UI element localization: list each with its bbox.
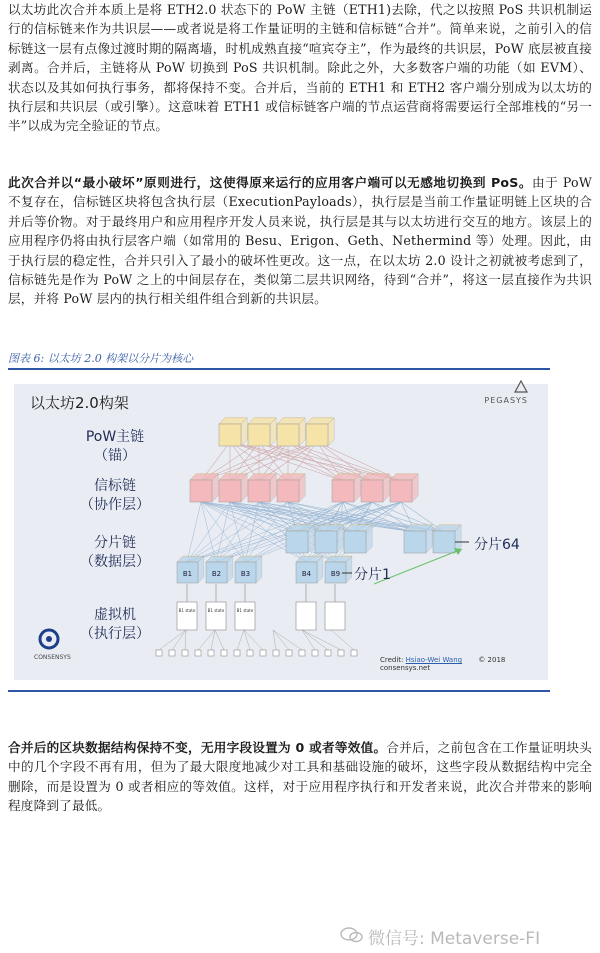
layer-vm-label: 虚拟机 （执行层） bbox=[80, 607, 150, 642]
figure-divider bbox=[8, 690, 550, 692]
shard64-block-4 bbox=[404, 525, 432, 553]
state-link bbox=[185, 630, 186, 650]
shard64-block-3 bbox=[344, 525, 372, 553]
pegasys-logo: PEGASYS bbox=[484, 396, 528, 405]
watermark: 微信号: Metaverse-FI bbox=[368, 929, 541, 949]
shard1-block-label: B2 bbox=[211, 570, 222, 578]
state-node bbox=[351, 650, 357, 656]
state-node bbox=[195, 650, 201, 656]
layer-pow-label: PoW主链 （锚） bbox=[85, 429, 145, 464]
state-node bbox=[338, 650, 344, 656]
state-node bbox=[208, 650, 214, 656]
shard1-block-label: B1 bbox=[182, 570, 193, 578]
pow-block-1 bbox=[219, 418, 247, 446]
beacon-block-5 bbox=[332, 474, 360, 502]
vm-card-label: B1 state bbox=[178, 608, 196, 613]
layer-beacon-label: 信标链 （协作层） bbox=[80, 478, 150, 513]
shard-64-label: 分片64 bbox=[474, 537, 520, 553]
pow-block-4 bbox=[306, 418, 334, 446]
vm-card-5 bbox=[325, 602, 345, 630]
beacon-block-1 bbox=[190, 474, 218, 502]
state-node bbox=[312, 650, 318, 656]
state-node bbox=[260, 650, 266, 656]
vm-card-label: B1 state bbox=[236, 608, 254, 613]
state-node bbox=[156, 650, 162, 656]
consensys-logo: CONSENSYS bbox=[34, 654, 71, 661]
paragraph-2-lead: 此次合并以“最小破坏”原则进行，这使得原来运行的应用客户端可以无感地切换到 PoS。 bbox=[8, 175, 533, 190]
wechat-icon bbox=[340, 926, 364, 944]
state-link bbox=[302, 630, 328, 650]
state-link bbox=[273, 630, 302, 650]
shard1-block-label: B3 bbox=[240, 570, 251, 578]
vm-card-4 bbox=[296, 602, 316, 630]
state-link bbox=[302, 630, 341, 650]
state-node bbox=[234, 650, 240, 656]
figure-caption: 图表 6: 以太坊 2.0 构架以分片为核心 bbox=[8, 352, 194, 365]
vm-card-2 bbox=[206, 602, 226, 630]
state-link bbox=[215, 630, 224, 650]
state-link bbox=[211, 630, 215, 650]
vm-card-label: B1 state bbox=[207, 608, 225, 613]
figure-title: 以太坊2.0构架 bbox=[30, 394, 129, 412]
figure-credit: Credit: Hsiao-Wei Wang © 2018 consensys.net bbox=[380, 656, 506, 672]
architecture-figure bbox=[14, 384, 548, 680]
layer-shard-label: 分片链 （数据层） bbox=[80, 535, 150, 570]
state-link bbox=[331, 630, 354, 650]
caption-divider bbox=[8, 368, 550, 370]
vm-card-3 bbox=[235, 602, 255, 630]
pow-block-2 bbox=[248, 418, 276, 446]
paragraph-3-lead: 合并后的区块数据结构保持不变，无用字段设置为 0 或者等效值。 bbox=[8, 740, 387, 755]
paragraph-2 bbox=[8, 173, 592, 309]
state-node bbox=[286, 650, 292, 656]
paragraph-3-body: 合并后，之前包含在工作量证明块头中的几个字段不再有用，但为了最大限度地减少对工具和基础设施的破坏，这些字段从数据结构中完全删除，而是设置为 0 或者相应的等效值。这样，对于应用程序执行和开发者来说，此次合并带来的影响程度降到了最低。 bbox=[8, 740, 593, 814]
state-link bbox=[237, 630, 244, 650]
beacon-block-4 bbox=[277, 474, 305, 502]
state-node bbox=[299, 650, 305, 656]
vm-card-1 bbox=[177, 602, 197, 630]
beacon-block-2 bbox=[219, 474, 247, 502]
state-link bbox=[302, 630, 315, 650]
state-link bbox=[198, 630, 215, 650]
link-beacon-shard1 bbox=[187, 502, 230, 562]
paragraph-3 bbox=[8, 738, 592, 816]
state-node bbox=[221, 650, 227, 656]
state-node bbox=[273, 650, 279, 656]
pow-block-3 bbox=[277, 418, 305, 446]
shard-1-label: 分片1 bbox=[354, 567, 391, 583]
paragraph-2-body: 由于 PoW 不复存在，信标链区块将包含执行层（ExecutionPayloads），执行层是当前工作量证明链上区块的合并后等价物。对于最终用户和应用程序开发人员来说，执行层是其与以太坊进行交互的地方。该层上的应用程序仍将由执行层客户端（如常用的 Besu、Erigon、Geth、Nethermind 等）处理。因此，由于执行层的稳定性，合并只引入了最小的破坏性更改。这一点，在以太坊 2.0 设计之初就被考虑到了，信标链先是作为 PoW 之上的中间层存在，类似第二层共识网络，待到“合并”，将这一层直接作为共识层，并将 PoW 层内的执行相关组件组合到新的共识层。 bbox=[8, 175, 592, 307]
link-beacon-shard1 bbox=[187, 502, 201, 562]
architecture-diagram bbox=[14, 384, 548, 680]
shard64-block-1 bbox=[286, 525, 314, 553]
link-beacon-shard1 bbox=[187, 502, 259, 562]
shard1-block-label: B9 bbox=[330, 570, 341, 578]
state-link bbox=[159, 630, 186, 650]
consensys-icon bbox=[38, 628, 60, 650]
beacon-block-3 bbox=[248, 474, 276, 502]
state-node bbox=[247, 650, 253, 656]
state-link bbox=[172, 630, 186, 650]
state-node bbox=[325, 650, 331, 656]
state-node bbox=[169, 650, 175, 656]
beacon-block-7 bbox=[390, 474, 418, 502]
shard1-block-label: B4 bbox=[301, 570, 312, 578]
link-beacon-shard1 bbox=[216, 502, 288, 562]
state-node bbox=[182, 650, 188, 656]
paragraph-1: 以太坊此次合并本质上是将 ETH2.0 状态下的 PoW 主链（ETH1)去除，代之以按照 PoS 共识机制运行的信标链来作为共识层——或者说是将工作量证明的主链和信标链“合并”。简单来说，之前引入的信标链这一层有点像过渡时期的隔离墙，时机成熟直接“喧宾夺主”，作为最终的共识层，PoW 底层被直接剥离。合并后，主链将从 PoW 切换到 PoS 共识机制。除此之外，大多数客户端的功能（如 EVM）、状态以及其如何执行事务，都将保持不变。合并后，当前的 ETH1 和 ETH2 客户端分别成为以太坊的执行层和共识层（或引擎）。这意味着 ETH1 或信标链客户端的节点运营商将需要运行全部堆栈的“另一半”以成为完全验证的节点。 bbox=[8, 2, 592, 134]
beacon-block-6 bbox=[361, 474, 389, 502]
shard64-block-2 bbox=[315, 525, 343, 553]
